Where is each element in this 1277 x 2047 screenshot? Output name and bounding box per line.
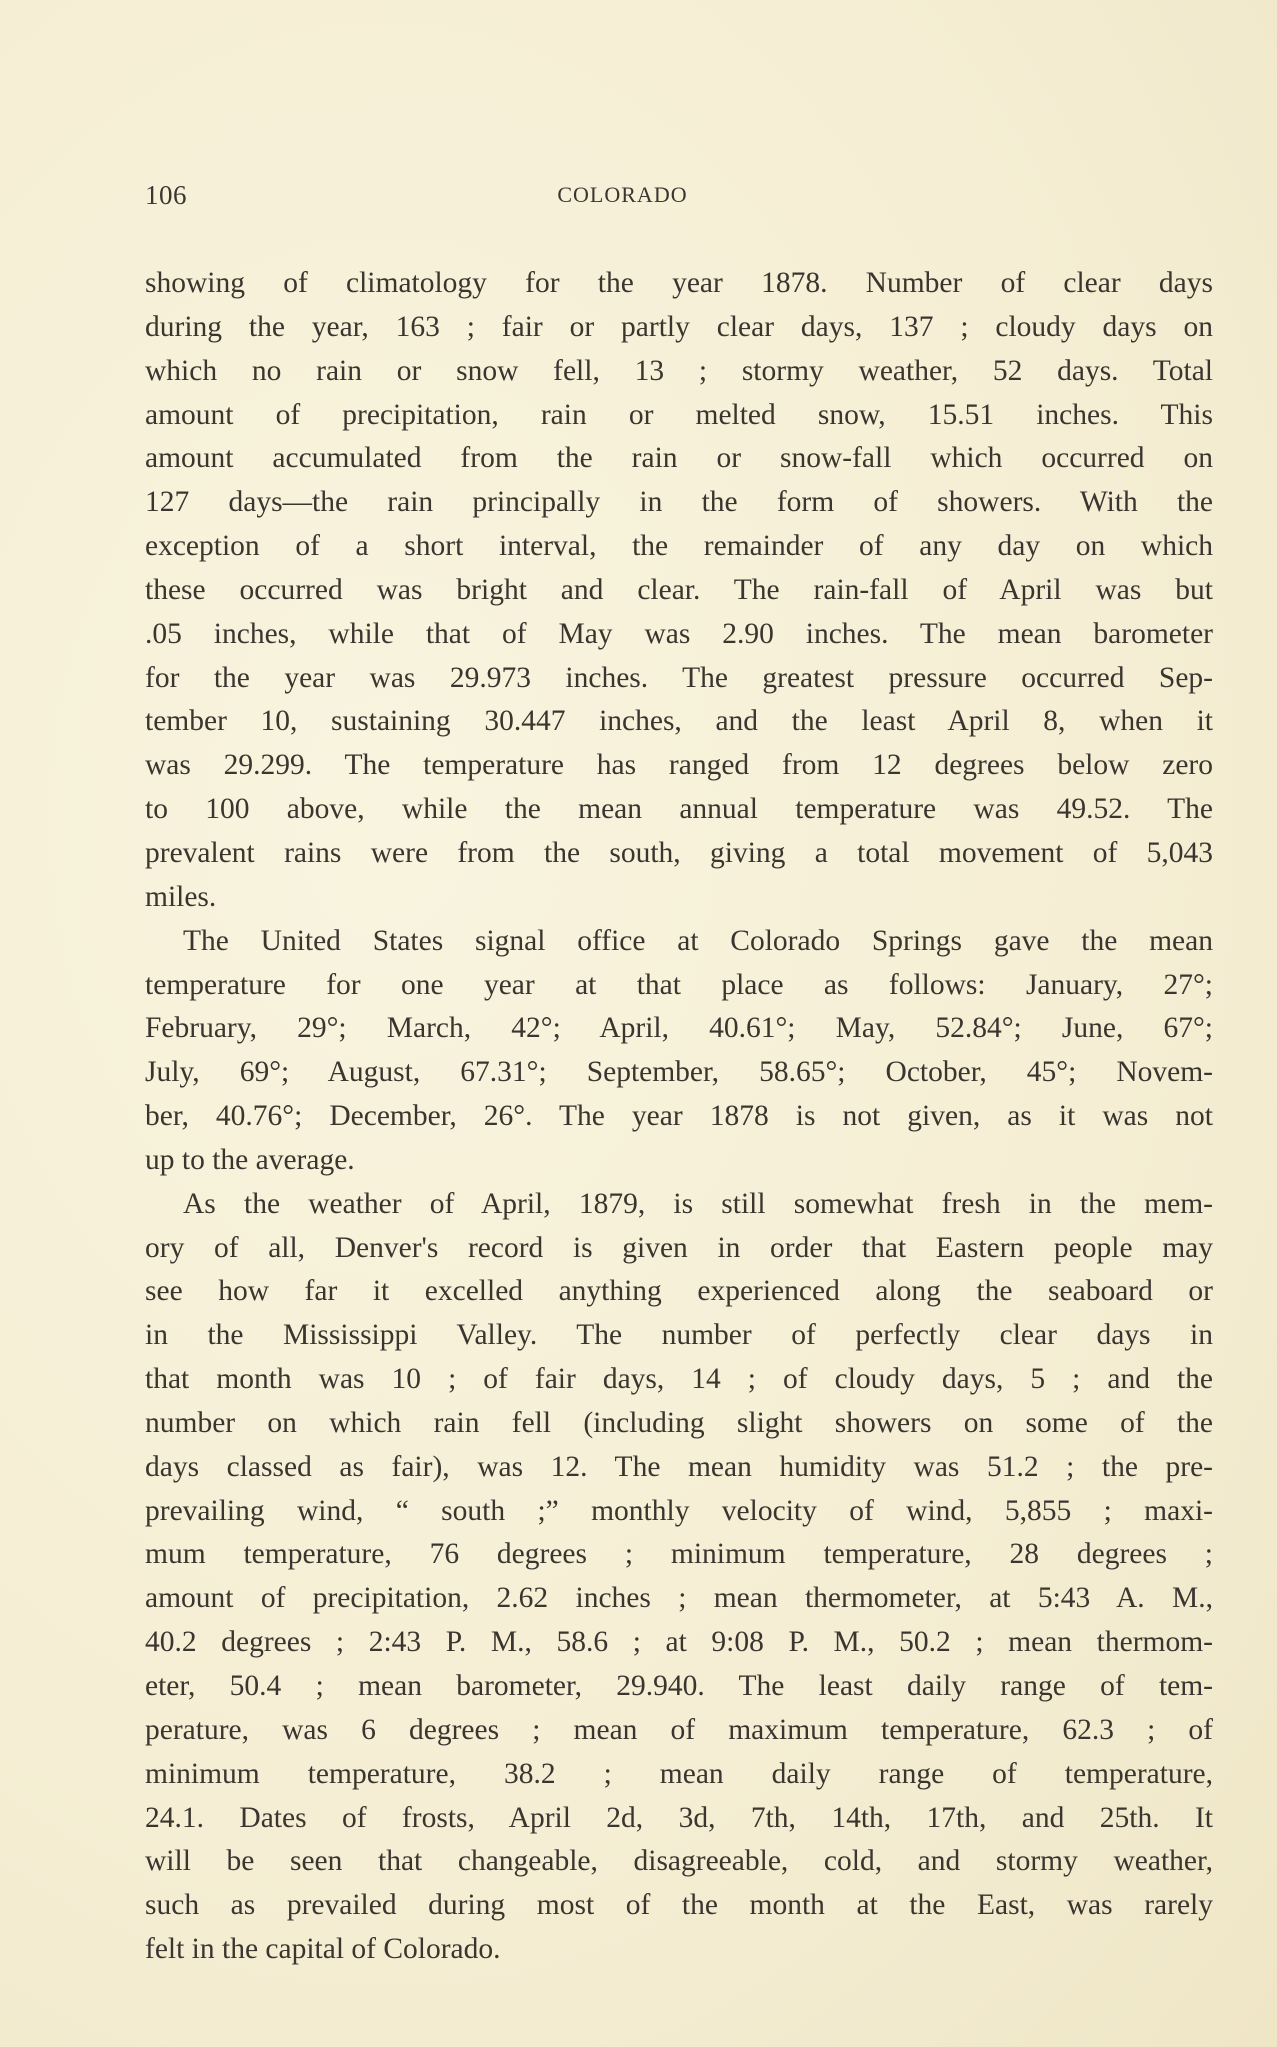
text-line: temperature for one year at that place as follows: January, 27°; xyxy=(145,968,1213,1001)
text-line: As the weather of April, 1879, is still somewhat fresh in the mem- xyxy=(183,1187,1213,1220)
text-line: 127 days—the rain principally in the form of showers. With the xyxy=(145,486,1213,519)
text-line: up to the average. xyxy=(145,1143,355,1176)
body-text xyxy=(145,262,1213,1972)
text-line: these occurred was bright and clear. The rain-fall of April was but xyxy=(145,573,1213,606)
text-line: days classed as fair), was 12. The mean humidity was 51.2 ; the pre- xyxy=(145,1450,1213,1483)
text-line: 40.2 degrees ; 2:43 P. M., 58.6 ; at 9:08 P. M., 50.2 ; mean thermom- xyxy=(145,1626,1213,1659)
text-line: .05 inches, while that of May was 2.90 inches. The mean barometer xyxy=(145,617,1213,650)
text-line: The United States signal office at Colorado Springs gave the mean xyxy=(183,924,1213,957)
text-line: ory of all, Denver's record is given in order that Eastern people may xyxy=(145,1231,1213,1264)
text-line: was 29.299. The temperature has ranged from 12 degrees below zero xyxy=(145,749,1213,782)
text-line: exception of a short interval, the remainder of any day on which xyxy=(145,530,1213,563)
text-line: February, 29°; March, 42°; April, 40.61°; May, 52.84°; June, 67°; xyxy=(145,1012,1213,1045)
text-line: prevalent rains were from the south, giving a total movement of 5,043 xyxy=(145,836,1213,869)
text-line: tember 10, sustaining 30.447 inches, and the least April 8, when it xyxy=(145,705,1213,738)
text-line: felt in the capital of Colorado. xyxy=(145,1933,501,1966)
text-line: July, 69°; August, 67.31°; September, 58.65°; October, 45°; Novem- xyxy=(145,1056,1213,1089)
text-line: eter, 50.4 ; mean barometer, 29.940. The least daily range of tem- xyxy=(145,1670,1213,1702)
text-line: number on which rain fell (including slight showers on some of the xyxy=(145,1406,1213,1439)
text-line: showing of climatology for the year 1878. Number of clear days xyxy=(145,267,1213,299)
text-line: to 100 above, while the mean annual temperature was 49.52. The xyxy=(145,793,1213,826)
text-line: for the year was 29.973 inches. The greatest pressure occurred Sep- xyxy=(145,661,1213,694)
text-line: 24.1. Dates of frosts, April 2d, 3d, 7th, 14th, 17th, and 25th. It xyxy=(145,1801,1213,1834)
page-number: 106 xyxy=(145,180,187,210)
text-line: that month was 10 ; of fair days, 14 ; of cloudy days, 5 ; and the xyxy=(145,1363,1213,1396)
running-head xyxy=(145,180,1210,220)
text-line: which no rain or snow fell, 13 ; stormy weather, 52 days. Total xyxy=(145,354,1213,387)
text-line: during the year, 163 ; fair or partly clear days, 137 ; cloudy days on xyxy=(145,310,1213,343)
text-line: miles. xyxy=(145,880,217,913)
text-line: mum temperature, 76 degrees ; minimum temperature, 28 degrees ; xyxy=(145,1538,1213,1571)
text-line: ber, 40.76°; December, 26°. The year 1878 is not given, as it was not xyxy=(145,1100,1213,1133)
text-line: in the Mississippi Valley. The number of perfectly clear days in xyxy=(145,1319,1213,1352)
text-line: perature, was 6 degrees ; mean of maximum temperature, 62.3 ; of xyxy=(145,1713,1213,1746)
paragraph-3 xyxy=(145,1183,1213,1972)
text-line: will be seen that changeable, disagreeable, cold, and stormy weather, xyxy=(145,1845,1213,1878)
paragraph-1 xyxy=(145,262,1213,920)
paragraph-2 xyxy=(145,920,1213,1183)
text-line: amount of precipitation, 2.62 inches ; mean thermometer, at 5:43 A. M., xyxy=(145,1582,1213,1615)
text-line: see how far it excelled anything experienced along the seaboard or xyxy=(145,1275,1213,1308)
text-line: amount of precipitation, rain or melted snow, 15.51 inches. This xyxy=(145,398,1213,431)
text-line: prevailing wind, “ south ;” monthly velocity of wind, 5,855 ; maxi- xyxy=(145,1494,1213,1527)
text-line: minimum temperature, 38.2 ; mean daily range of temperature, xyxy=(145,1757,1213,1790)
text-line: amount accumulated from the rain or snow-fall which occurred on xyxy=(145,442,1213,475)
text-line: such as prevailed during most of the month at the East, was rarely xyxy=(145,1889,1213,1922)
running-title: COLORADO xyxy=(557,182,688,207)
